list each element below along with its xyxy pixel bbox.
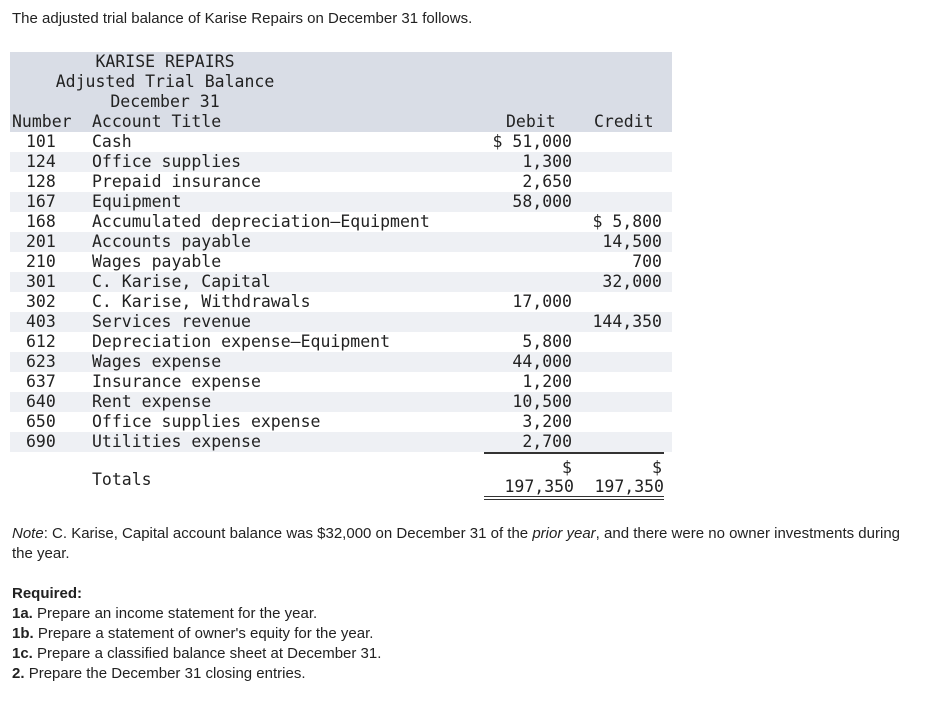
account-title: Office supplies <box>92 152 242 171</box>
total-debit-value: 197,350 <box>504 477 574 496</box>
table-row <box>10 312 672 332</box>
total-debit <box>484 452 574 500</box>
table-row <box>10 252 672 272</box>
account-number: 124 <box>26 152 56 171</box>
table-row <box>10 272 672 292</box>
account-number: 301 <box>26 272 56 291</box>
account-number: 612 <box>26 332 56 351</box>
credit-amount: 32,000 <box>602 272 662 291</box>
account-title: Services revenue <box>92 312 251 331</box>
table-row <box>10 192 672 212</box>
credit-amount: 144,350 <box>592 312 662 331</box>
credit-amount: 14,500 <box>602 232 662 251</box>
credit-amount: 700 <box>632 252 662 271</box>
account-number: 640 <box>26 392 56 411</box>
account-title: Utilities expense <box>92 432 261 451</box>
account-number: 128 <box>26 172 56 191</box>
total-credit-value: 197,350 <box>594 477 664 496</box>
required-item-text: Prepare an income statement for the year. <box>37 605 318 622</box>
table-row <box>10 172 672 192</box>
debit-amount: 17,000 <box>512 292 572 311</box>
required-item <box>12 664 381 684</box>
account-title: Rent expense <box>92 392 212 411</box>
note-paragraph <box>12 524 922 564</box>
account-number: 201 <box>26 232 56 251</box>
account-number: 637 <box>26 372 56 391</box>
account-number: 168 <box>26 212 56 231</box>
table-row <box>10 332 672 352</box>
table-row <box>10 152 672 172</box>
table-row <box>10 292 672 312</box>
table-row <box>10 232 672 252</box>
required-heading: Required: <box>12 585 83 602</box>
total-debit-currency: $ <box>562 458 572 477</box>
debit-amount: 44,000 <box>512 352 572 371</box>
trial-balance-rows <box>10 132 672 452</box>
required-item-text: Prepare a classified balance sheet at December 31. <box>37 645 382 662</box>
intro-text: The adjusted trial balance of Karise Repairs on December 31 follows. <box>12 10 473 27</box>
note-text-before: : C. Karise, Capital account balance was $32,000 on December 31 of the <box>43 525 533 542</box>
account-title: C. Karise, Withdrawals <box>92 292 311 311</box>
account-number: 690 <box>26 432 56 451</box>
debit-amount: 58,000 <box>512 192 572 211</box>
required-item-key: 1b. <box>12 625 34 642</box>
debit-amount: 2,700 <box>522 432 572 451</box>
required-item <box>12 644 381 664</box>
account-number: 210 <box>26 252 56 271</box>
account-title: Office supplies expense <box>92 412 321 431</box>
table-row <box>10 372 672 392</box>
statement-title: Adjusted Trial Balance <box>55 72 275 91</box>
required-item-text: Prepare the December 31 closing entries. <box>28 665 306 682</box>
account-title: Accumulated depreciation—Equipment <box>92 212 430 231</box>
company-name: KARISE REPAIRS <box>95 52 235 71</box>
column-header-debit: Debit <box>506 112 556 131</box>
debit-amount: 3,200 <box>522 412 572 431</box>
table-row <box>10 432 672 452</box>
account-number: 623 <box>26 352 56 371</box>
note-label: Note <box>12 525 44 542</box>
column-header-number: Number <box>12 112 72 131</box>
account-title: Wages expense <box>92 352 222 371</box>
account-title: C. Karise, Capital <box>92 272 271 291</box>
statement-date: December 31 <box>110 92 220 111</box>
account-number: 101 <box>26 132 56 151</box>
table-row <box>10 392 672 412</box>
column-header-credit: Credit <box>594 112 654 131</box>
table-row <box>10 212 672 232</box>
totals-row <box>10 452 672 496</box>
debit-amount: 5,800 <box>522 332 572 351</box>
required-item-text: Prepare a statement of owner's equity for the year. <box>37 625 374 642</box>
required-item-key: 1c. <box>12 645 33 662</box>
totals-label: Totals <box>92 470 152 489</box>
account-number: 650 <box>26 412 56 431</box>
required-item <box>12 624 381 644</box>
account-number: 167 <box>26 192 56 211</box>
account-number: 302 <box>26 292 56 311</box>
column-header-account-title: Account Title <box>92 112 222 131</box>
trial-balance-header <box>10 52 672 132</box>
note-emphasis: prior year <box>532 525 596 542</box>
required-item <box>12 604 381 624</box>
debit-amount: 1,300 <box>522 152 572 171</box>
table-row <box>10 132 672 152</box>
total-credit-currency: $ <box>652 458 662 477</box>
required-item-key: 1a. <box>12 605 33 622</box>
debit-amount: $ 51,000 <box>492 132 572 151</box>
table-row <box>10 412 672 432</box>
account-number: 403 <box>26 312 56 331</box>
credit-amount: $ 5,800 <box>592 212 662 231</box>
account-title: Prepaid insurance <box>92 172 261 191</box>
required-item-key: 2. <box>12 665 25 682</box>
account-title: Cash <box>92 132 132 151</box>
debit-amount: 2,650 <box>522 172 572 191</box>
adjusted-trial-balance <box>10 52 672 496</box>
account-title: Wages payable <box>92 252 222 271</box>
note-text-after: , and there were no owner investments during the year. <box>12 525 901 562</box>
account-title: Insurance expense <box>92 372 261 391</box>
account-title: Equipment <box>92 192 182 211</box>
account-title: Accounts payable <box>92 232 251 251</box>
required-section <box>12 584 381 684</box>
account-title: Depreciation expense—Equipment <box>92 332 391 351</box>
debit-amount: 10,500 <box>512 392 572 411</box>
total-credit <box>574 452 664 500</box>
table-row <box>10 352 672 372</box>
debit-amount: 1,200 <box>522 372 572 391</box>
